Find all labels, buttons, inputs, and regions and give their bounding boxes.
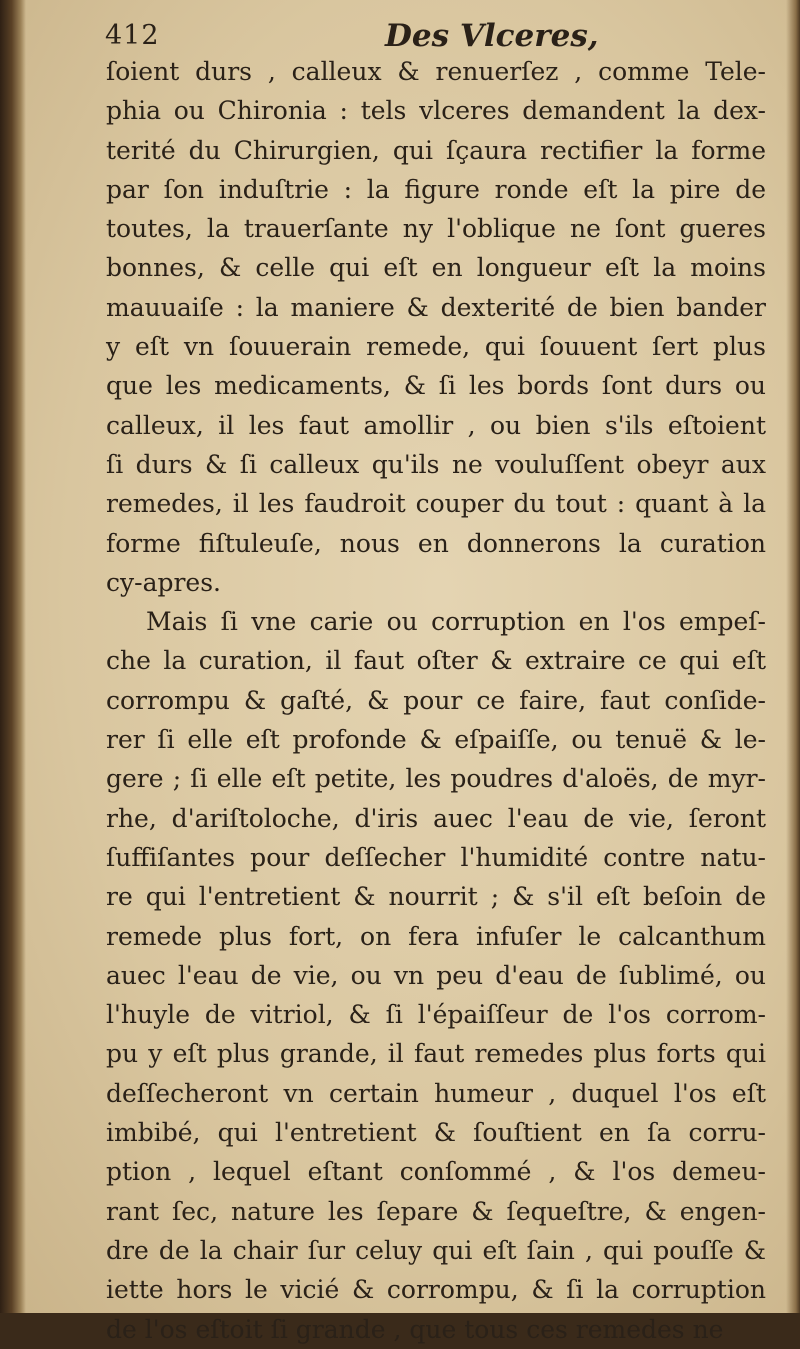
text-line: re qui l'entretient & nourrit ; & s'il eſt beſoin de bbox=[106, 882, 766, 912]
text-line: iette hors le vicié & corrompu, & ſi la corruption bbox=[106, 1275, 766, 1305]
text-line: que les medicaments, & ſi les bords ſont durs ou bbox=[106, 371, 766, 401]
text-line: terité du Chirurgien, qui ſçaura rectifier la forme bbox=[106, 135, 766, 165]
text-line: imbibé, qui l'entretient & ſouſtient en ſa corru- bbox=[106, 1118, 766, 1148]
text-line: ſi durs & ſi calleux qu'ils ne vouluſſent obeyr aux bbox=[106, 449, 766, 479]
text-line: mauuaiſe : la maniere & dexterité de bien bander bbox=[106, 292, 766, 322]
text-line: rant ſec, nature les ſepare & ſequeſtre, & engen- bbox=[106, 1196, 766, 1226]
text-line: ſuffiſantes pour deſſecher l'humidité contre natu- bbox=[106, 842, 766, 872]
page-number: 412 bbox=[105, 20, 160, 51]
text-line: gere ; ſi elle eſt petite, les poudres d'aloës, de myr- bbox=[106, 764, 766, 794]
text-line: Mais ſi vne carie ou corruption en l'os empeſ- bbox=[146, 607, 766, 637]
text-line: auec l'eau de vie, ou vn peu d'eau de ſublimé, ou bbox=[106, 960, 766, 990]
text-line: l'huyle de vitriol, & ſi l'épaiſſeur de l'os corrom- bbox=[106, 1000, 766, 1030]
text-line: ption , lequel eſtant conſommé , & l'os demeu- bbox=[106, 1157, 766, 1187]
text-line: che la curation, il faut oſter & extraire ce qui eſt bbox=[106, 646, 766, 676]
text-line: par ſon induſtrie : la figure ronde eſt la pire de bbox=[106, 174, 766, 204]
text-line: ſoient durs , calleux & renuerſez , comme Tele- bbox=[106, 57, 766, 86]
text-line: dre de la chair ſur celuy qui eſt ſain , qui pouſſe & bbox=[106, 1235, 766, 1265]
text-line: corrompu & gaſté, & pour ce faire, faut conſide- bbox=[106, 685, 766, 715]
book-binding-shadow bbox=[0, 0, 26, 1313]
running-title: Des Vlceres, bbox=[385, 18, 599, 54]
body-text bbox=[106, 52, 766, 1349]
text-line: pu y eſt plus grande, il faut remedes plus forts qui bbox=[106, 1039, 766, 1069]
text-line: remedes, il les faudroit couper du tout : quant à la bbox=[106, 489, 766, 519]
text-line: calleux, il les faut amollir , ou bien s'ils eſtoient bbox=[106, 410, 766, 440]
text-line: forme fiſtuleuſe, nous en donnerons la curation bbox=[106, 528, 766, 558]
text-line: remede plus fort, on fera infuſer le calcanthum bbox=[106, 921, 766, 951]
text-line: toutes, la trauerſante ny l'oblique ne ſont gueres bbox=[106, 214, 766, 244]
text-line: rhe, d'ariſtoloche, d'iris auec l'eau de vie, ſeront bbox=[106, 803, 766, 833]
text-line: deſſecheront vn certain humeur , duquel l'os eſt bbox=[106, 1078, 766, 1108]
text-line: cy-apres. bbox=[106, 567, 222, 597]
text-line: de l'os eſtoit ſi grande , que tous ces remedes ne bbox=[106, 1314, 724, 1344]
text-line: phia ou Chironia : tels vlceres demandent la dex- bbox=[106, 96, 766, 126]
text-line: y eſt vn ſouuerain remede, qui ſouuent ſert plus bbox=[106, 332, 766, 362]
text-line: bonnes, & celle qui eſt en longueur eſt la moins bbox=[106, 253, 766, 283]
text-line: rer ſi elle eſt profonde & eſpaiſſe, ou tenuë & le- bbox=[106, 725, 766, 755]
page-edge-shadow bbox=[786, 0, 800, 1313]
